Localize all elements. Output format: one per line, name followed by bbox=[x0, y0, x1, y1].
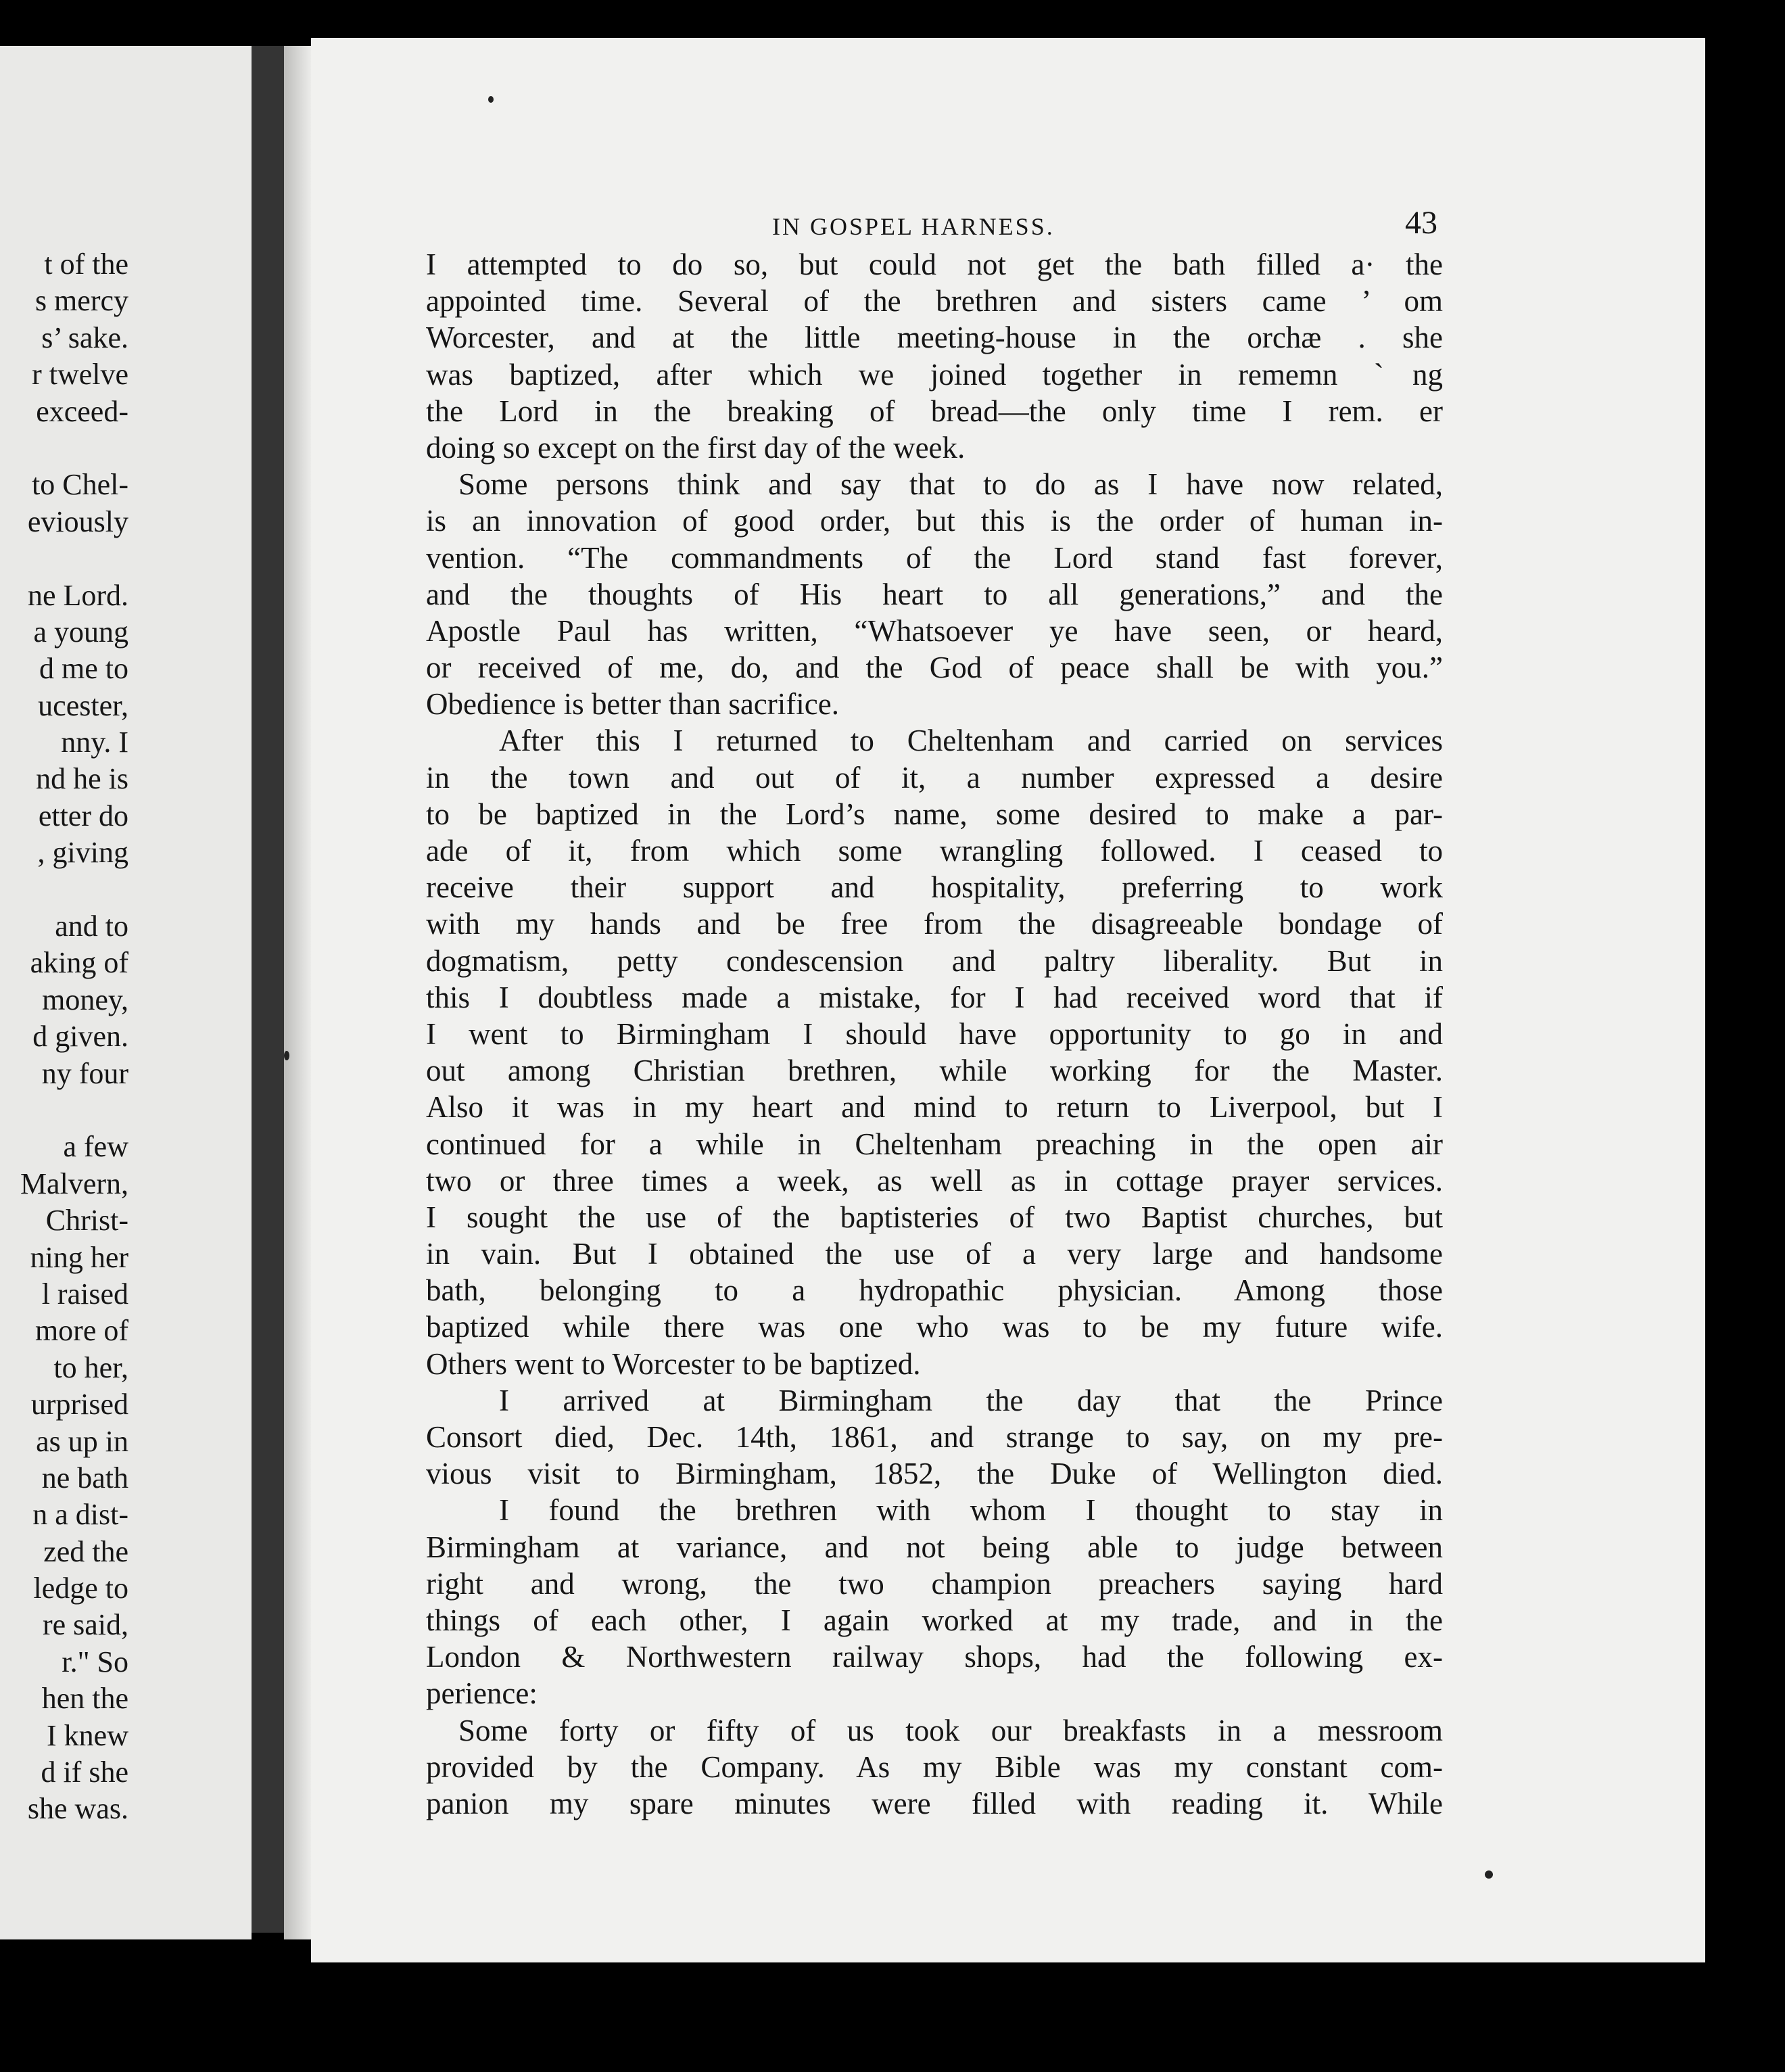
previous-page-line: to Chel- bbox=[32, 468, 128, 502]
text-line: receive their support and hospitality, preferring to work bbox=[426, 870, 1443, 905]
text-line: things of each other, I again worked at my trade, and in the bbox=[426, 1603, 1443, 1637]
gutter-shadow bbox=[284, 46, 311, 1939]
text-line: Others went to Worcester to be baptized. bbox=[426, 1346, 921, 1381]
previous-page-line: a young bbox=[33, 615, 128, 649]
text-line: appointed time. Several of the brethren and sisters came ’ om bbox=[426, 284, 1443, 319]
previous-page-line: aking of bbox=[30, 946, 128, 980]
previous-page-line: ledge to bbox=[33, 1572, 128, 1605]
text-line: Obedience is better than sacrifice. bbox=[426, 687, 839, 722]
previous-page-line: nd he is bbox=[36, 762, 128, 796]
previous-page-line: ning her bbox=[30, 1240, 128, 1274]
book-gutter bbox=[252, 46, 284, 1933]
previous-page-line: I knew bbox=[47, 1718, 128, 1752]
running-head: IN GOSPEL HARNESS. bbox=[772, 213, 1055, 240]
previous-page-line: money, bbox=[42, 983, 128, 1016]
previous-page-line: s’ sake. bbox=[41, 321, 128, 354]
previous-page-line: and to bbox=[55, 910, 128, 943]
text-line: in vain. But I obtained the use of a very large and handsome bbox=[426, 1237, 1443, 1271]
previous-page-line: to her, bbox=[53, 1350, 128, 1384]
text-line: perience: bbox=[426, 1676, 538, 1711]
text-line: vention. “The commandments of the Lord stand fast forever, bbox=[426, 540, 1443, 575]
text-line: was baptized, after which we joined together in rememn ˋng bbox=[426, 357, 1443, 392]
text-line: I arrived at Birmingham the day that the Prince bbox=[499, 1383, 1443, 1417]
text-line: provided by the Company. As my Bible was my constant com- bbox=[426, 1749, 1443, 1784]
text-line: I found the brethren with whom I thought to stay in bbox=[499, 1493, 1443, 1528]
text-line: London & Northwestern railway shops, had the following ex- bbox=[426, 1640, 1443, 1674]
previous-page-line: zed the bbox=[43, 1534, 128, 1568]
previous-page-text bbox=[0, 246, 128, 1828]
text-line: and the thoughts of His heart to all generations,” and the bbox=[426, 577, 1443, 611]
text-line: the Lord in the breaking of bread—the only time I rem. er bbox=[426, 394, 1443, 428]
previous-page-fragment bbox=[0, 46, 252, 1939]
text-line: dogmatism, petty condescension and paltry liberality. But in bbox=[426, 943, 1443, 978]
previous-page-line: r twelve bbox=[32, 358, 128, 392]
previous-page-line: l raised bbox=[41, 1277, 128, 1311]
previous-page-line: ne Lord. bbox=[27, 578, 128, 612]
text-line: I sought the use of the baptisteries of two Baptist churches, but bbox=[426, 1200, 1443, 1234]
text-line: doing so except on the first day of the week. bbox=[426, 430, 966, 465]
text-line: out among Christian brethren, while working for the Master. bbox=[426, 1054, 1443, 1088]
text-line: in the town and out of it, a number expressed a desire bbox=[426, 760, 1443, 795]
previous-page-line: nny. I bbox=[61, 726, 128, 759]
previous-page-line bbox=[0, 540, 128, 577]
previous-page-line: t of the bbox=[44, 248, 128, 281]
text-line: or received of me, do, and the God of peace shall be with you.” bbox=[426, 651, 1443, 685]
previous-page-line: etter do bbox=[38, 799, 128, 832]
text-line: Birmingham at variance, and not being able to judge between bbox=[426, 1530, 1443, 1564]
text-line: vious visit to Birmingham, 1852, the Duke of Wellington died. bbox=[426, 1457, 1443, 1491]
text-line: Some forty or fifty of us took our breakfasts in a messroom bbox=[458, 1713, 1443, 1747]
previous-page-line: s mercy bbox=[34, 284, 128, 318]
previous-page-line bbox=[0, 872, 128, 908]
previous-page-line bbox=[0, 430, 128, 467]
previous-page-line: ne bath bbox=[41, 1461, 128, 1494]
previous-page-line: eviously bbox=[27, 504, 128, 538]
previous-page-line: Malvern, bbox=[20, 1167, 128, 1200]
previous-page-line: d me to bbox=[39, 652, 128, 686]
previous-page-line: r." So bbox=[62, 1645, 128, 1678]
text-line: panion my spare minutes were filled with reading it. While bbox=[426, 1786, 1443, 1820]
text-line: right and wrong, the two champion preachers saying hard bbox=[426, 1566, 1443, 1601]
scan-speck bbox=[284, 1051, 289, 1060]
text-line: two or three times a week, as well as in cottage prayer services. bbox=[426, 1163, 1443, 1198]
previous-page-line: ny four bbox=[41, 1056, 128, 1090]
scan-speck bbox=[488, 96, 494, 103]
text-line: baptized while there was one who was to be my future wife. bbox=[426, 1310, 1443, 1344]
previous-page-line: re said, bbox=[42, 1608, 128, 1642]
previous-page-line: as up in bbox=[36, 1424, 128, 1458]
text-line: I went to Birmingham I should have opportunity to go in and bbox=[426, 1016, 1443, 1051]
text-line: Also it was in my heart and mind to return to Liverpool, but I bbox=[426, 1090, 1443, 1125]
previous-page-line: more of bbox=[34, 1314, 128, 1348]
previous-page-line bbox=[0, 1092, 128, 1129]
text-line: bath, belonging to a hydropathic physician. Among those bbox=[426, 1273, 1443, 1308]
text-line: this I doubtless made a mistake, for I had received word that if bbox=[426, 980, 1443, 1014]
text-line: Some persons think and say that to do as I have now related, bbox=[458, 467, 1443, 502]
text-line: Consort died, Dec. 14th, 1861, and strange to say, on my pre- bbox=[426, 1420, 1443, 1454]
previous-page-line: , giving bbox=[37, 836, 128, 870]
page-number: 43 bbox=[1405, 205, 1437, 241]
previous-page-line: urprised bbox=[30, 1388, 128, 1421]
text-line: with my hands and be free from the disagreeable bondage of bbox=[426, 907, 1443, 941]
text-line: to be baptized in the Lord’s name, some desired to make a par- bbox=[426, 797, 1443, 831]
previous-page-line: a few bbox=[63, 1130, 128, 1164]
text-line: Apostle Paul has written, “Whatsoever ye have seen, or heard, bbox=[426, 613, 1443, 648]
previous-page-line: she was. bbox=[27, 1792, 128, 1826]
previous-page-line: hen the bbox=[41, 1682, 128, 1716]
previous-page-line: d if she bbox=[41, 1756, 128, 1789]
scan-speck bbox=[1485, 1870, 1493, 1879]
previous-page-line: exceed- bbox=[36, 394, 128, 428]
book-page bbox=[311, 38, 1705, 1962]
previous-page-line: Christ- bbox=[45, 1204, 128, 1238]
previous-page-line: ucester, bbox=[38, 688, 128, 722]
previous-page-line: n a dist- bbox=[32, 1498, 128, 1532]
text-line: ade of it, from which some wrangling followed. I ceased to bbox=[426, 834, 1443, 868]
body-text bbox=[426, 246, 1443, 1822]
previous-page-line: d given. bbox=[32, 1020, 128, 1054]
text-line: continued for a while in Cheltenham preaching in the open air bbox=[426, 1127, 1443, 1161]
text-line: is an innovation of good order, but this is the order of human in- bbox=[426, 504, 1443, 538]
text-line: Worcester, and at the little meeting-house in the orchæ . she bbox=[426, 321, 1443, 355]
text-line: After this I returned to Cheltenham and carried on services bbox=[499, 724, 1443, 758]
text-line: I attempted to do so, but could not get the bath filled a· the bbox=[426, 248, 1443, 281]
